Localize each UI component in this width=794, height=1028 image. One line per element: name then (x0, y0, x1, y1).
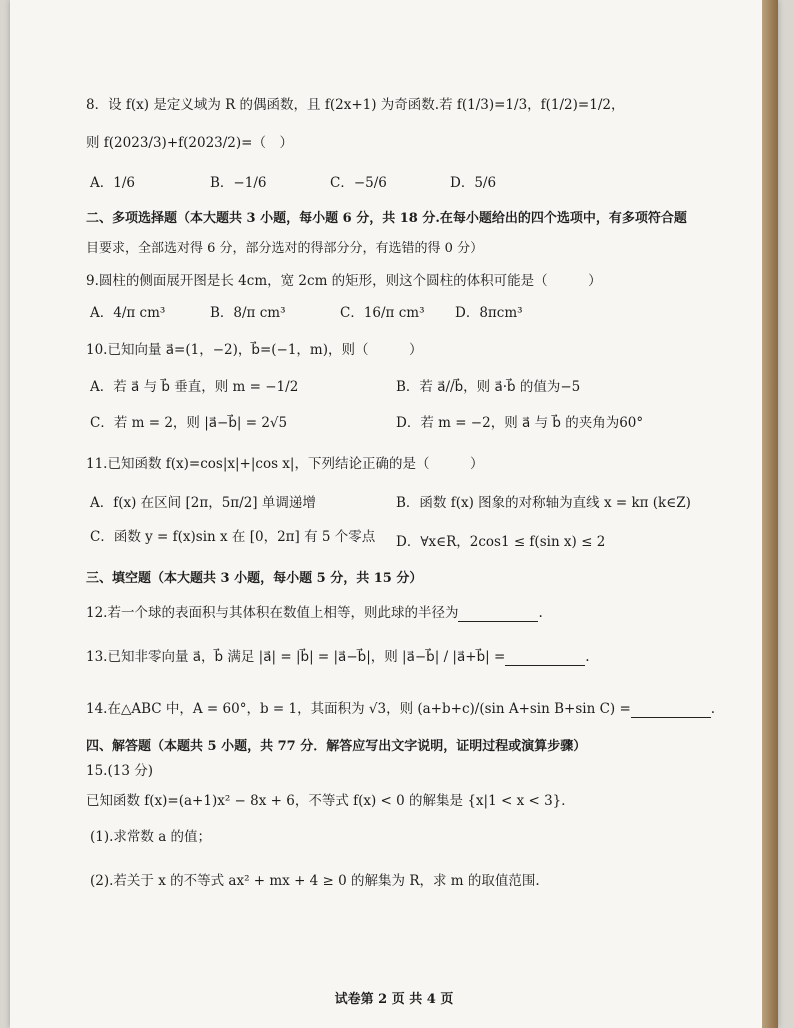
q11-stem: 11.已知函数 f(x)=cos|x|+|cos x|，下列结论正确的是（ ） (86, 456, 484, 472)
q8-line2: 则 f(2023/3)+f(2023/2)=（ ） (86, 135, 293, 151)
q14-text: 14.在△ABC 中，A = 60°，b = 1，其面积为 √3，则 (a+b+c)/(sin A+sin B+sin C) = (86, 701, 631, 717)
q10-option-b: B．若 a⃗//b⃗，则 a⃗·b⃗ 的值为−5 (396, 379, 581, 395)
q8-option-c: C．−5/6 (330, 175, 387, 191)
q15-part2: (2).若关于 x 的不等式 ax² + mx + 4 ≥ 0 的解集为 R，求 m 的取值范围. (90, 873, 540, 889)
q12-answer-blank[interactable] (458, 609, 538, 622)
section3-heading: 三、填空题（本大题共 3 小题，每小题 5 分，共 15 分） (86, 571, 423, 586)
q10-option-a: A．若 a⃗ 与 b⃗ 垂直，则 m = −1/2 (90, 379, 299, 395)
q12-stem: 12.若一个球的表面积与其体积在数值上相等，则此球的半径为 . (86, 605, 543, 621)
exam-page (10, 0, 778, 1028)
q9-option-b: B．8/π cm³ (210, 305, 286, 321)
q8-line1: 8．设 f(x) 是定义域为 R 的偶函数，且 f(2x+1) 为奇函数.若 f(1/3)=1/3，f(1/2)=1/2， (86, 97, 625, 113)
q14-stem: 14.在△ABC 中，A = 60°，b = 1，其面积为 √3，则 (a+b+c)/(sin A+sin B+sin C) = . (86, 701, 716, 717)
q13-text: 13.已知非零向量 a⃗，b⃗ 满足 |a⃗| = |b⃗| = |a⃗−b⃗|，则 |a⃗−b⃗| / |a⃗+b⃗| = (86, 649, 506, 665)
q9-stem: 9.圆柱的侧面展开图是长 4cm，宽 2cm 的矩形，则这个圆柱的体积可能是（ ） (86, 273, 602, 289)
section2-heading: 二、多项选择题（本大题共 3 小题，每小题 6 分，共 18 分.在每小题给出的四个选项中，有多项符合题 (86, 211, 687, 226)
q10-stem: 10.已知向量 a⃗=(1，−2)，b⃗=(−1，m)，则（ ） (86, 342, 423, 358)
q14-answer-blank[interactable] (631, 705, 711, 718)
q13-answer-blank[interactable] (505, 653, 585, 666)
q11-option-d: D．∀x∈R，2cos1 ≤ f(sin x) ≤ 2 (396, 534, 606, 550)
q10-option-d: D．若 m = −2，则 a⃗ 与 b⃗ 的夹角为60° (396, 415, 644, 431)
page-footer: 试卷第 2 页 共 4 页 (334, 992, 454, 1007)
q8-option-a: A．1/6 (90, 175, 135, 191)
q9-option-a: A．4/π cm³ (90, 305, 166, 321)
q9-option-d: D．8πcm³ (455, 305, 523, 321)
section4-heading: 四、解答题（本题共 5 小题，共 77 分．解答应写出文字说明，证明过程或演算步骤） (86, 739, 587, 754)
q8-option-b: B．−1/6 (210, 175, 267, 191)
q11-option-b: B．函数 f(x) 图象的对称轴为直线 x = kπ (k∈Z) (396, 495, 691, 511)
section2-heading-cont: 目要求，全部选对得 6 分，部分选对的得部分分，有选错的得 0 分） (86, 241, 484, 256)
q11-option-c: C．函数 y = f(x)sin x 在 [0，2π] 有 5 个零点 (90, 529, 376, 545)
q9-option-c: C．16/π cm³ (340, 305, 425, 321)
q15-stem: 已知函数 f(x)=(a+1)x² − 8x + 6，不等式 f(x) < 0 的解集是 {x|1 < x < 3}． (86, 793, 575, 809)
q15-title: 15.(13 分) (86, 763, 153, 779)
q10-option-c: C．若 m = 2，则 |a⃗−b⃗| = 2√5 (90, 415, 288, 431)
q15-part1: (1).求常数 a 的值； (90, 829, 212, 845)
q12-text: 12.若一个球的表面积与其体积在数值上相等，则此球的半径为 (86, 605, 459, 621)
q13-stem: 13.已知非零向量 a⃗，b⃗ 满足 |a⃗| = |b⃗| = |a⃗−b⃗|，则 |a⃗−b⃗| / |a⃗+b⃗| = . (86, 649, 590, 665)
page-edge-shadow (762, 0, 778, 1028)
q8-option-d: D．5/6 (450, 175, 497, 191)
q11-option-a: A．f(x) 在区间 [2π，5π/2] 单调递增 (90, 495, 316, 511)
